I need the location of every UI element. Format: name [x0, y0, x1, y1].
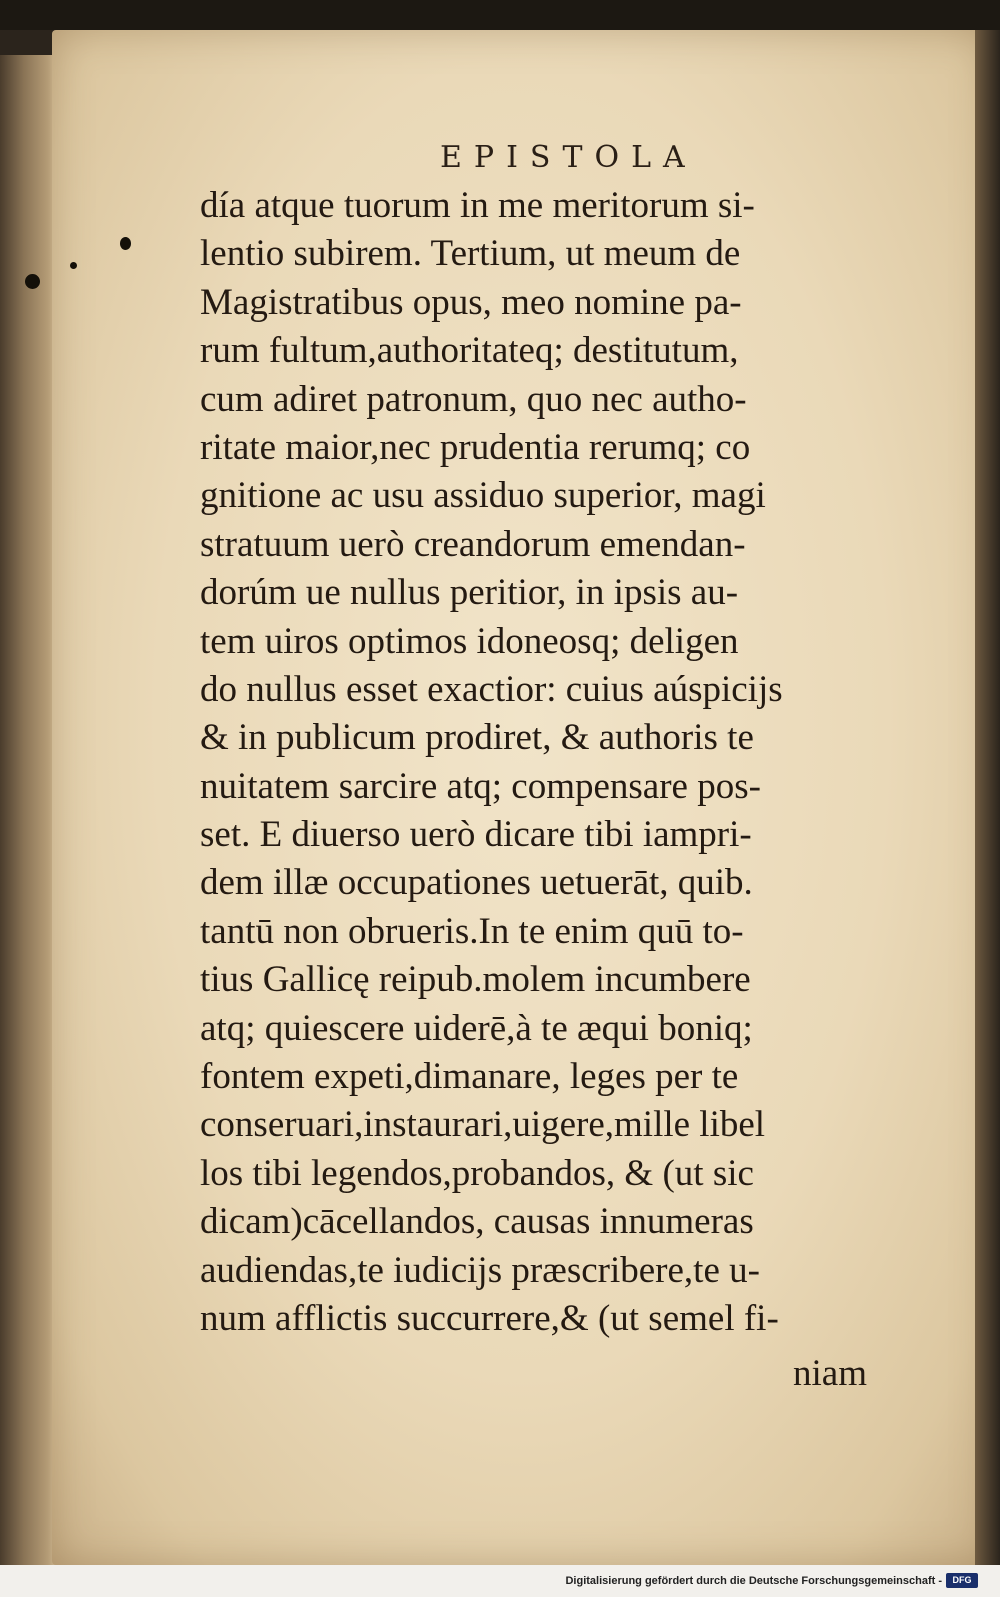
text-line: cum adiret patronum, quo nec autho-	[200, 378, 747, 420]
text-line: dicam)cācellandos, causas innumeras	[200, 1201, 754, 1243]
text-line: fontem expeti,dimanare, leges per te	[200, 1056, 739, 1098]
scan-top-strip	[0, 0, 1000, 30]
text-line: & in publicum prodiret, & authoris te	[200, 717, 754, 759]
text-line: tantū non obrueris.In te enim quū to-	[200, 910, 744, 952]
text-line: dem illæ occupationes uetuerāt, quib.	[200, 862, 753, 904]
ink-spot	[70, 262, 77, 269]
text-line: conseruari,instaurari,uigere,mille libel	[200, 1104, 766, 1146]
text-line: lentio subirem. Tertium, ut meum de	[200, 233, 741, 275]
catchword: niam	[793, 1353, 867, 1394]
text-line: nuitatem sarcire atq; compensare pos-	[200, 765, 761, 807]
ink-spot	[120, 237, 131, 250]
dfg-logo: DFG	[946, 1573, 978, 1588]
text-line: dorúm ue nullus peritior, in ipsis au-	[200, 572, 739, 614]
page-right-edge	[975, 30, 1000, 1565]
text-line: audiendas,te iudicijs præscribere,te u-	[200, 1249, 760, 1291]
text-line: día atque tuorum in me meritorum si-	[200, 185, 755, 226]
text-line: num afflictis succurrere,& (ut semel fi-	[200, 1297, 779, 1339]
text-block	[200, 182, 900, 1343]
text-line: rum fultum,authoritateq; destitutum,	[200, 330, 739, 372]
running-head: EPISTOLA	[440, 140, 697, 175]
text-line: set. E diuerso uerò dicare tibi iampri-	[200, 814, 752, 856]
text-line: gnitione ac usu assiduo superior, magi	[200, 475, 766, 517]
text-line: stratuum uerò creandorum emendan-	[200, 523, 746, 565]
ink-spot	[25, 274, 40, 289]
text-line: ritate maior,nec prudentia rerumq; co	[200, 426, 751, 468]
text-line: tem uiros optimos idoneosq; deligen	[200, 620, 739, 662]
text-line: atq; quiescere uiderē,à te æqui boniq;	[200, 1007, 753, 1049]
text-line: Magistratibus opus, meo nomine pa-	[200, 281, 742, 323]
text-line: do nullus esset exactior: cuius aúspicijs	[200, 668, 783, 710]
text-line: los tibi legendos,probandos, & (ut sic	[200, 1152, 754, 1194]
funding-credit: Digitalisierung gefördert durch die Deutsche Forschungsgemeinschaft -	[565, 1575, 942, 1587]
text-line: tius Gallicę reipub.molem incumbere	[200, 959, 751, 1001]
